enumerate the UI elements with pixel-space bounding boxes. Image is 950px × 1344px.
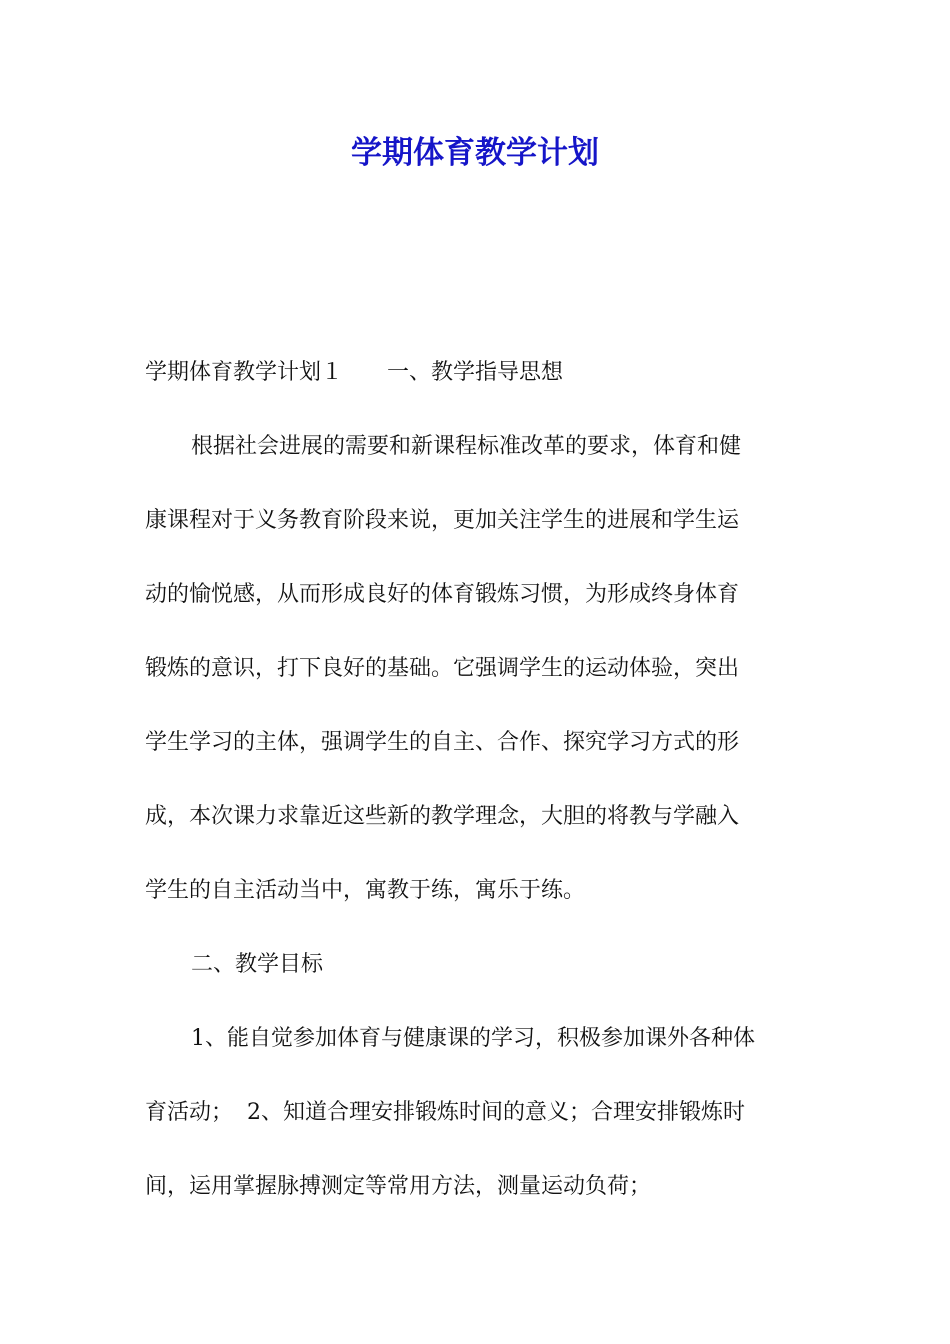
paragraph-one-line-7: 学生的自主活动当中，寓教于练，寓乐于练。	[145, 878, 586, 903]
header-label: 学期体育教学计划１	[145, 360, 344, 385]
paragraph-one-line-1: 根据社会进展的需要和新课程标准改革的要求，体育和健	[191, 434, 742, 459]
goal-line-3: 间，运用掌握脉搏测定等常用方法，测量运动负荷；	[145, 1174, 652, 1199]
header-line	[145, 336, 810, 410]
goal-line-2-part-b: 2、知道合理安排锻炼时间的意义；合理安排锻炼时	[247, 1100, 746, 1125]
goal-line-1: 1、能自觉参加体育与健康课的学习，积极参加课外各种体	[191, 1026, 755, 1051]
document-title: 学期体育教学计划	[351, 135, 599, 171]
section-one-heading: 一、教学指导思想	[387, 360, 564, 385]
section-two-heading: 二、教学目标	[191, 952, 324, 977]
goal-line-2	[145, 1076, 810, 1150]
paragraph-one-line-2: 康课程对于义务教育阶段来说，更加关注学生的进展和学生运	[145, 508, 740, 533]
paragraph-one-line-4: 锻炼的意识，打下良好的基础。它强调学生的运动体验，突出	[145, 656, 740, 681]
paragraph-one-line-6: 成，本次课力求靠近这些新的教学理念，大胆的将教与学融入	[145, 804, 740, 829]
paragraph-one-line-5: 学生学习的主体，强调学生的自主、合作、探究学习方式的形	[145, 730, 740, 755]
document-body	[145, 336, 810, 1224]
paragraph-one-line-3: 动的愉悦感，从而形成良好的体育锻炼习惯，为形成终身体育	[145, 582, 740, 607]
goal-line-2-part-a: 育活动；	[145, 1100, 234, 1125]
